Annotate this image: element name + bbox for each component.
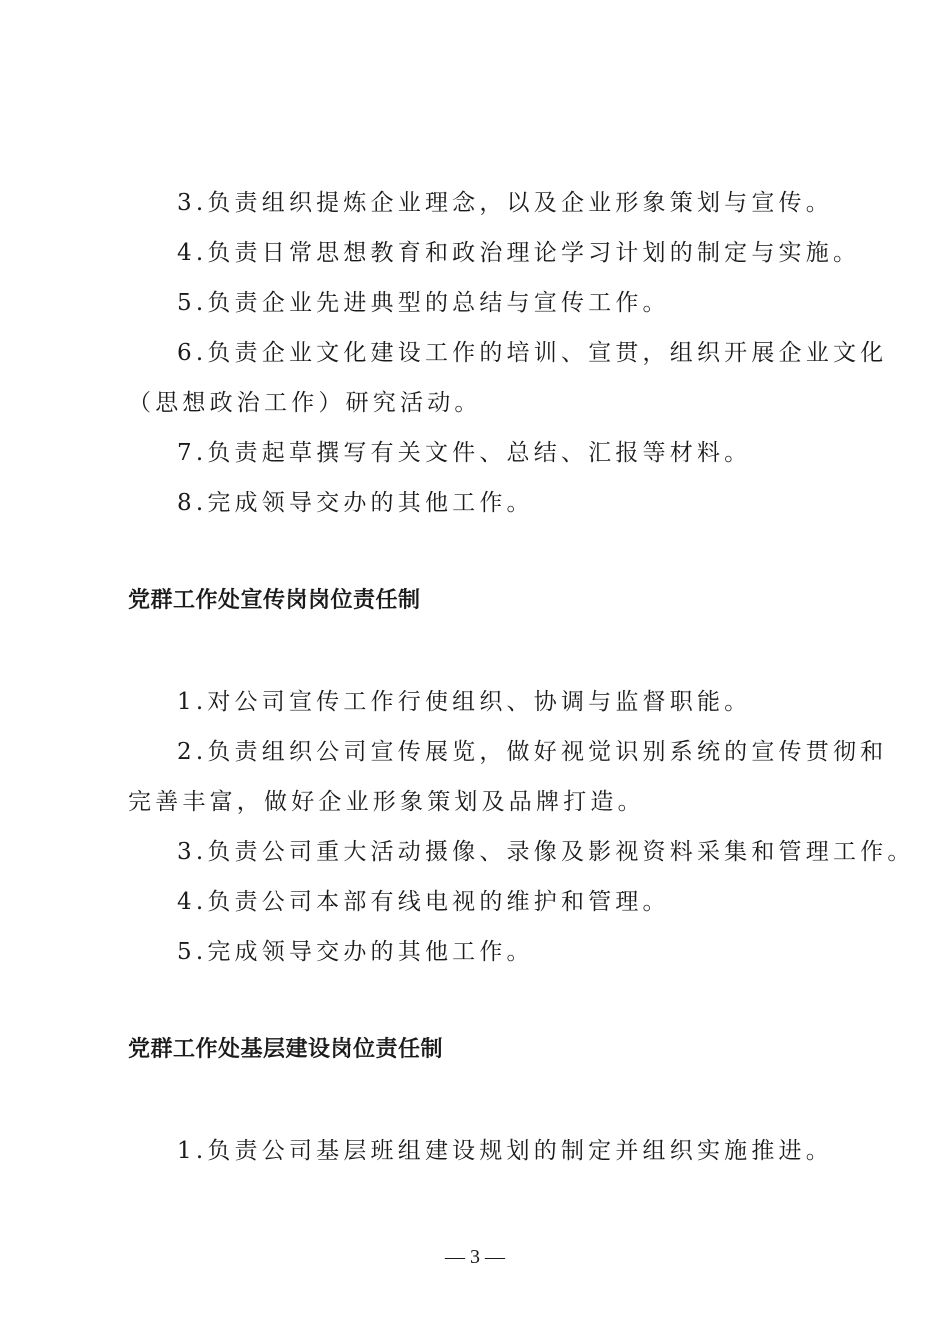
duty-item-5: 5.负责企业先进典型的总结与宣传工作。: [177, 290, 670, 316]
page-number: — 3 —: [445, 1246, 505, 1268]
publicity-item-2-continued: 完善丰富，做好企业形象策划及品牌打造。: [128, 789, 645, 815]
publicity-item-2: 2.负责组织公司宣传展览，做好视觉识别系统的宣传贯彻和: [177, 739, 888, 765]
duty-item-6: 6.负责企业文化建设工作的培训、宣贯，组织开展企业文化: [177, 340, 888, 366]
publicity-item-4: 4.负责公司本部有线电视的维护和管理。: [177, 889, 670, 915]
publicity-item-5: 5.完成领导交办的其他工作。: [177, 939, 534, 965]
grassroots-item-1: 1.负责公司基层班组建设规划的制定并组织实施推进。: [177, 1138, 833, 1164]
duty-item-4: 4.负责日常思想教育和政治理论学习计划的制定与实施。: [177, 240, 861, 266]
duty-item-8: 8.完成领导交办的其他工作。: [177, 490, 534, 516]
section-heading-publicity: 党群工作处宣传岗岗位责任制: [128, 588, 421, 613]
duty-item-7: 7.负责起草撰写有关文件、总结、汇报等材料。: [177, 440, 752, 466]
publicity-item-3: 3.负责公司重大活动摄像、录像及影视资料采集和管理工作。: [177, 839, 915, 865]
duty-item-3: 3.负责组织提炼企业理念，以及企业形象策划与宣传。: [177, 190, 833, 216]
section-heading-grassroots: 党群工作处基层建设岗位责任制: [128, 1037, 444, 1062]
duty-item-6-continued: （思想政治工作）研究活动。: [128, 390, 482, 416]
publicity-item-1: 1.对公司宣传工作行使组织、协调与监督职能。: [177, 689, 752, 715]
